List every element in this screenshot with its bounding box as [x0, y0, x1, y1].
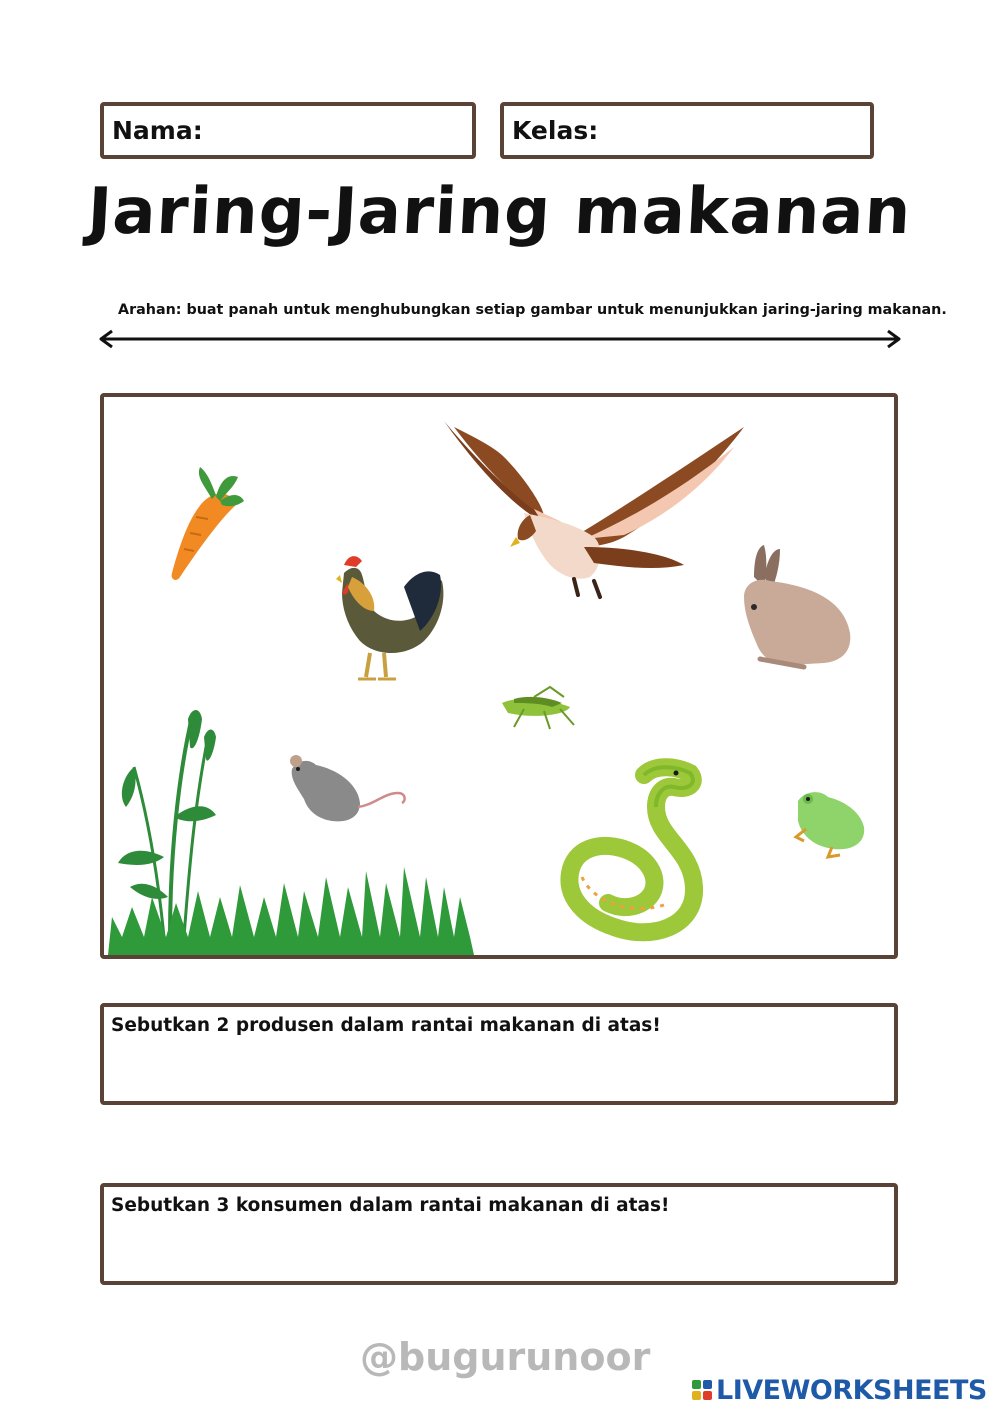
food-web-area[interactable] — [100, 393, 898, 959]
author-credit: @bugurunoor — [360, 1335, 651, 1379]
mouse-icon[interactable] — [290, 755, 405, 821]
name-field[interactable] — [100, 102, 476, 159]
frog-icon[interactable] — [796, 792, 864, 857]
instruction-text: Arahan: buat panah untuk menghubungkan setiap gambar untuk menunjukkan jaring-jaring makanan. — [118, 302, 947, 318]
page-title: Jaring-Jaring makanan — [85, 175, 914, 249]
reed-plant-icon[interactable] — [118, 710, 216, 937]
liveworksheets-logo-icon — [692, 1380, 712, 1400]
question-box-2[interactable] — [100, 1183, 898, 1285]
question-2-text: Sebutkan 3 konsumen dalam rantai makanan di atas! — [111, 1195, 670, 1216]
question-box-1[interactable] — [100, 1003, 898, 1105]
question-1-text: Sebutkan 2 produsen dalam rantai makanan di atas! — [111, 1015, 661, 1036]
double-arrow-icon — [96, 328, 904, 350]
eagle-icon[interactable] — [444, 421, 744, 597]
grass-icon[interactable] — [108, 867, 474, 955]
liveworksheets-logo — [692, 1373, 987, 1407]
carrot-icon[interactable] — [172, 467, 244, 580]
grasshopper-icon[interactable] — [502, 687, 574, 729]
class-field[interactable] — [500, 102, 874, 159]
liveworksheets-brand-text: LIVEWORKSHEETS — [716, 1374, 987, 1406]
food-web-canvas — [104, 397, 894, 955]
snake-icon[interactable] — [569, 767, 694, 932]
rabbit-icon[interactable] — [744, 545, 850, 667]
class-label: Kelas: — [512, 116, 599, 145]
rooster-icon[interactable] — [336, 556, 443, 679]
name-label: Nama: — [112, 116, 203, 145]
